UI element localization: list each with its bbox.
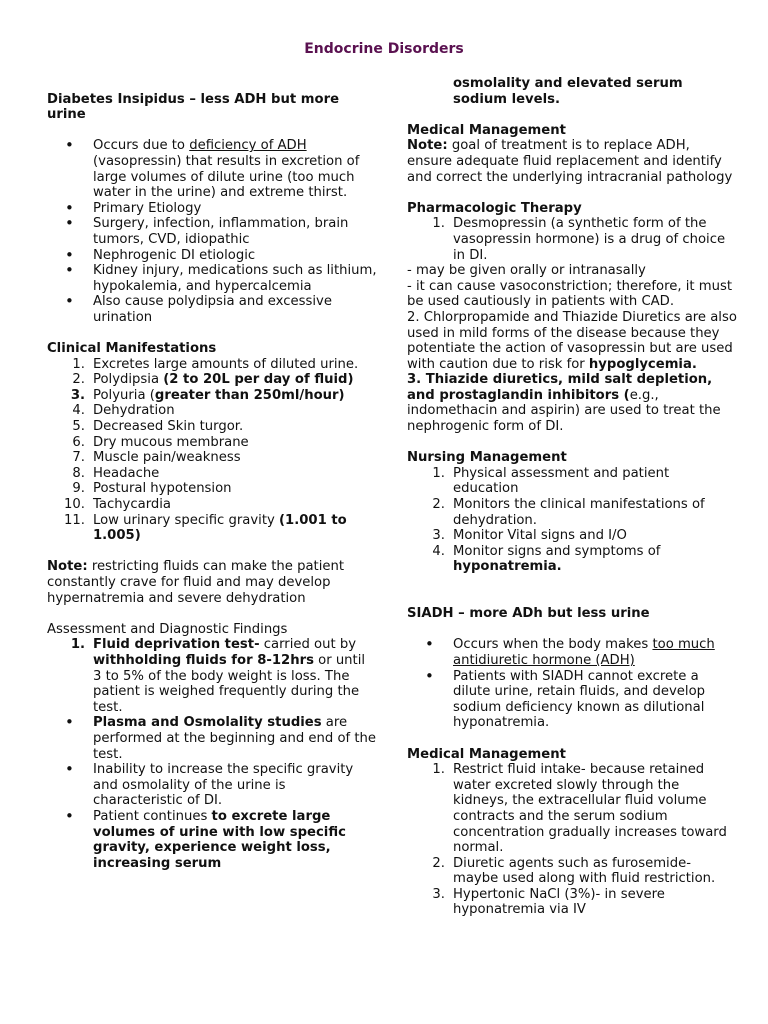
item-bold-text: (2 to 20L per day of fluid) <box>163 372 354 388</box>
pharm-line: - it can cause vasoconstriction; therefore, it must be used cautiously in patients with CAD. <box>407 278 732 310</box>
item-text: are performed at the beginning and end of the test. <box>93 715 377 762</box>
list-item <box>47 513 377 544</box>
list-item <box>407 666 737 731</box>
bullet-icon: • <box>65 245 74 264</box>
item-bold-text: hyponatremia. <box>453 559 562 575</box>
bullet-icon: • <box>65 198 74 217</box>
item-number: 6. <box>72 434 85 450</box>
bullet-icon: • <box>425 635 434 654</box>
item-text: Surgery, infection, inflammation, brain tumors, CVD, idiopathic <box>93 216 349 247</box>
spacer <box>47 544 377 560</box>
spacer <box>407 185 737 201</box>
list-item <box>47 715 377 762</box>
list-item <box>407 544 737 575</box>
item-text: Desmopressin (a synthetic form of the vasopressin hormone) is a drug of choice in DI. <box>453 216 726 263</box>
item-bold-text: greater than 250ml/hour) <box>154 387 345 403</box>
item-text: Primary Etiology <box>93 200 202 216</box>
item-text: carried out by <box>259 637 357 653</box>
spacer <box>47 123 377 139</box>
item-text: Polyuria ( <box>93 387 155 403</box>
item-text: Patient continues <box>93 808 212 824</box>
list-item <box>47 806 377 871</box>
item-number: 10. <box>64 497 85 513</box>
underlined-text: too much antidiuretic hormone (ADH) <box>453 637 715 668</box>
item-text: Monitors the clinical manifestations of dehydration. <box>453 497 705 528</box>
medical-management-heading: Medical Management <box>407 122 566 138</box>
item-text: Dry mucous membrane <box>93 434 249 450</box>
item-text: Low urinary specific gravity <box>93 512 279 528</box>
item-number: 2. <box>72 372 85 388</box>
spacer <box>407 435 737 451</box>
document-title: Endocrine Disorders <box>304 41 464 57</box>
list-item <box>407 216 737 263</box>
spacer <box>407 575 737 591</box>
list-item <box>47 435 377 451</box>
list-item <box>47 216 377 247</box>
bullet-icon: • <box>65 713 74 732</box>
item-text: or until 3 to 5% of the body weight is loss. The patient is weighed frequently during the test. <box>93 652 366 715</box>
list-item <box>407 856 737 887</box>
list-item <box>47 198 377 217</box>
item-text: Dehydration <box>93 403 175 419</box>
pharm-paragraph <box>407 310 737 372</box>
spacer <box>407 731 737 747</box>
item-number: 1. <box>432 762 445 778</box>
siadh-heading: SIADH – more ADh but less urine <box>407 606 650 622</box>
list-item <box>47 403 377 419</box>
item-bold-text: (1.001 to 1.005) <box>93 512 347 544</box>
note-paragraph <box>407 138 737 185</box>
list-item <box>47 388 377 404</box>
note-paragraph <box>47 559 377 606</box>
item-text: Occurs due to <box>93 138 190 154</box>
list-item <box>47 481 377 497</box>
item-bold-text: withholding fluids for 8-12hrs <box>93 652 314 668</box>
item-number: 3. <box>432 886 445 902</box>
item-text: Hypertonic NaCl (3%)- in severe hyponatremia via IV <box>453 886 665 918</box>
item-text: Monitor signs and symptoms of <box>453 543 661 559</box>
list-item <box>407 528 737 544</box>
list-item <box>407 762 737 856</box>
item-number: 7. <box>72 450 85 466</box>
list-item <box>47 357 377 373</box>
item-bold-text: hypoglycemia. <box>588 356 697 372</box>
item-text: Excretes large amounts of diluted urine. <box>93 356 359 372</box>
underlined-text: deficiency of ADH <box>189 138 307 154</box>
item-number: 3. <box>70 387 85 403</box>
list-item <box>47 138 377 200</box>
list-item <box>47 762 377 809</box>
item-number: 3. <box>432 528 445 544</box>
item-bold-text: osmolality and elevated serum sodium levels. <box>453 76 683 107</box>
bullet-icon: • <box>65 214 74 233</box>
item-text: Monitor Vital signs and I/O <box>453 528 627 544</box>
item-text: Decreased Skin turgor. <box>93 419 244 435</box>
item-text: Muscle pain/weakness <box>93 450 241 466</box>
pharm-paragraph <box>407 372 737 434</box>
spacer <box>47 326 377 342</box>
pharmacologic-therapy-heading: Pharmacologic Therapy <box>407 200 582 216</box>
item-text: Inability to increase the specific gravity and osmolality of the urine is characteristic of DI. <box>93 762 354 809</box>
left-column <box>47 76 377 871</box>
item-text: Postural hypotension <box>93 481 232 497</box>
list-item <box>47 245 377 264</box>
item-bold-text: to excrete large volumes of urine with low specific gravity, experience weight loss, increasing serum <box>93 808 346 871</box>
list-item <box>47 450 377 466</box>
bullet-icon: • <box>65 136 74 155</box>
item-bold-text: 3. Thiazide diuretics, mild salt depletion, and prostaglandin inhibitors ( <box>407 372 713 403</box>
spacer <box>407 622 737 638</box>
item-text: (vasopressin) that results in excretion of large volumes of dilute urine (too much water in the urine) and extreme thirst. <box>93 153 360 201</box>
pharm-line: - may be given orally or intranasally <box>407 263 646 279</box>
item-number: 4. <box>432 543 445 559</box>
item-number: 8. <box>72 465 85 481</box>
spacer <box>407 591 737 607</box>
list-item <box>47 263 377 294</box>
list-item <box>407 887 737 918</box>
item-text: Kidney injury, medications such as lithium, hypokalemia, and hypercalcemia <box>93 263 377 294</box>
item-text: Restrict fluid intake- because retained water excreted slowly through the kidneys, the extracellular fluid volume contracts and the serum sodium concentration gradually increases toward normal. <box>453 762 727 856</box>
bullet-icon: • <box>65 292 74 311</box>
bullet-icon: • <box>65 760 74 779</box>
note-text: restricting fluids can make the patient constantly crave for fluid and may develop hypernatremia and severe dehydration <box>47 559 345 606</box>
item-number: 1. <box>70 637 85 653</box>
bullet-icon: • <box>425 666 434 685</box>
item-number: 4. <box>72 403 85 419</box>
bullet-icon: • <box>65 261 74 280</box>
right-column <box>407 76 737 918</box>
item-text: 2. Chlorpropamide and Thiazide Diuretics are also used in mild forms of the disease because they potentiate the action of vasopressin but are used with caution due to risk for <box>407 309 737 372</box>
medical-management-heading-2: Medical Management <box>407 746 566 762</box>
item-text: Polydipsia <box>93 372 164 388</box>
di-heading: Diabetes Insipidus – less ADH but more urine <box>47 91 340 123</box>
item-number: 2. <box>432 497 445 513</box>
spacer <box>47 76 377 92</box>
item-bold-text: Fluid deprivation test- <box>93 637 260 653</box>
assessment-heading: Assessment and Diagnostic Findings <box>47 621 288 637</box>
item-text: Nephrogenic DI etiologic <box>93 247 256 263</box>
list-item <box>47 497 377 513</box>
list-item <box>47 637 377 715</box>
item-text: Diuretic agents such as furosemide- maybe used along with fluid restriction. <box>453 855 716 887</box>
list-item <box>47 372 377 388</box>
list-item <box>47 294 377 325</box>
item-number: 11. <box>64 512 85 528</box>
item-text: e.g., indomethacin and aspirin) are used to treat the nephrogenic form of DI. <box>407 387 721 435</box>
list-item <box>407 466 737 497</box>
nursing-management-heading: Nursing Management <box>407 450 567 466</box>
item-text: Also cause polydipsia and excessive urination <box>93 294 332 325</box>
note-label: Note: <box>407 138 448 154</box>
item-bold-text: Plasma and Osmolality studies <box>93 715 322 731</box>
item-number: 2. <box>432 855 445 871</box>
item-number: 1. <box>72 356 85 372</box>
item-number: 9. <box>72 481 85 497</box>
item-text: Headache <box>93 465 160 481</box>
item-number: 1. <box>432 465 445 481</box>
spacer <box>407 107 737 123</box>
clinical-manifestations-heading: Clinical Manifestations <box>47 341 217 357</box>
continued-text <box>407 76 737 107</box>
list-item <box>407 637 737 668</box>
item-number: 5. <box>72 419 85 435</box>
item-text: Occurs when the body makes <box>453 637 653 653</box>
list-item <box>47 419 377 435</box>
spacer <box>47 606 377 622</box>
list-item <box>407 497 737 528</box>
item-number: 1. <box>432 216 445 232</box>
note-label: Note: <box>47 559 88 575</box>
item-text: Physical assessment and patient education <box>453 465 670 497</box>
note-text: goal of treatment is to replace ADH, ensure adequate fluid replacement and identify and correct the underlying intracranial pathology <box>407 138 733 185</box>
item-text: Tachycardia <box>93 497 172 513</box>
list-item <box>47 466 377 482</box>
item-text: Patients with SIADH cannot excrete a dilute urine, retain fluids, and develop sodium deficiency known as dilutional hyponatremia. <box>453 668 706 731</box>
bullet-icon: • <box>65 806 74 825</box>
